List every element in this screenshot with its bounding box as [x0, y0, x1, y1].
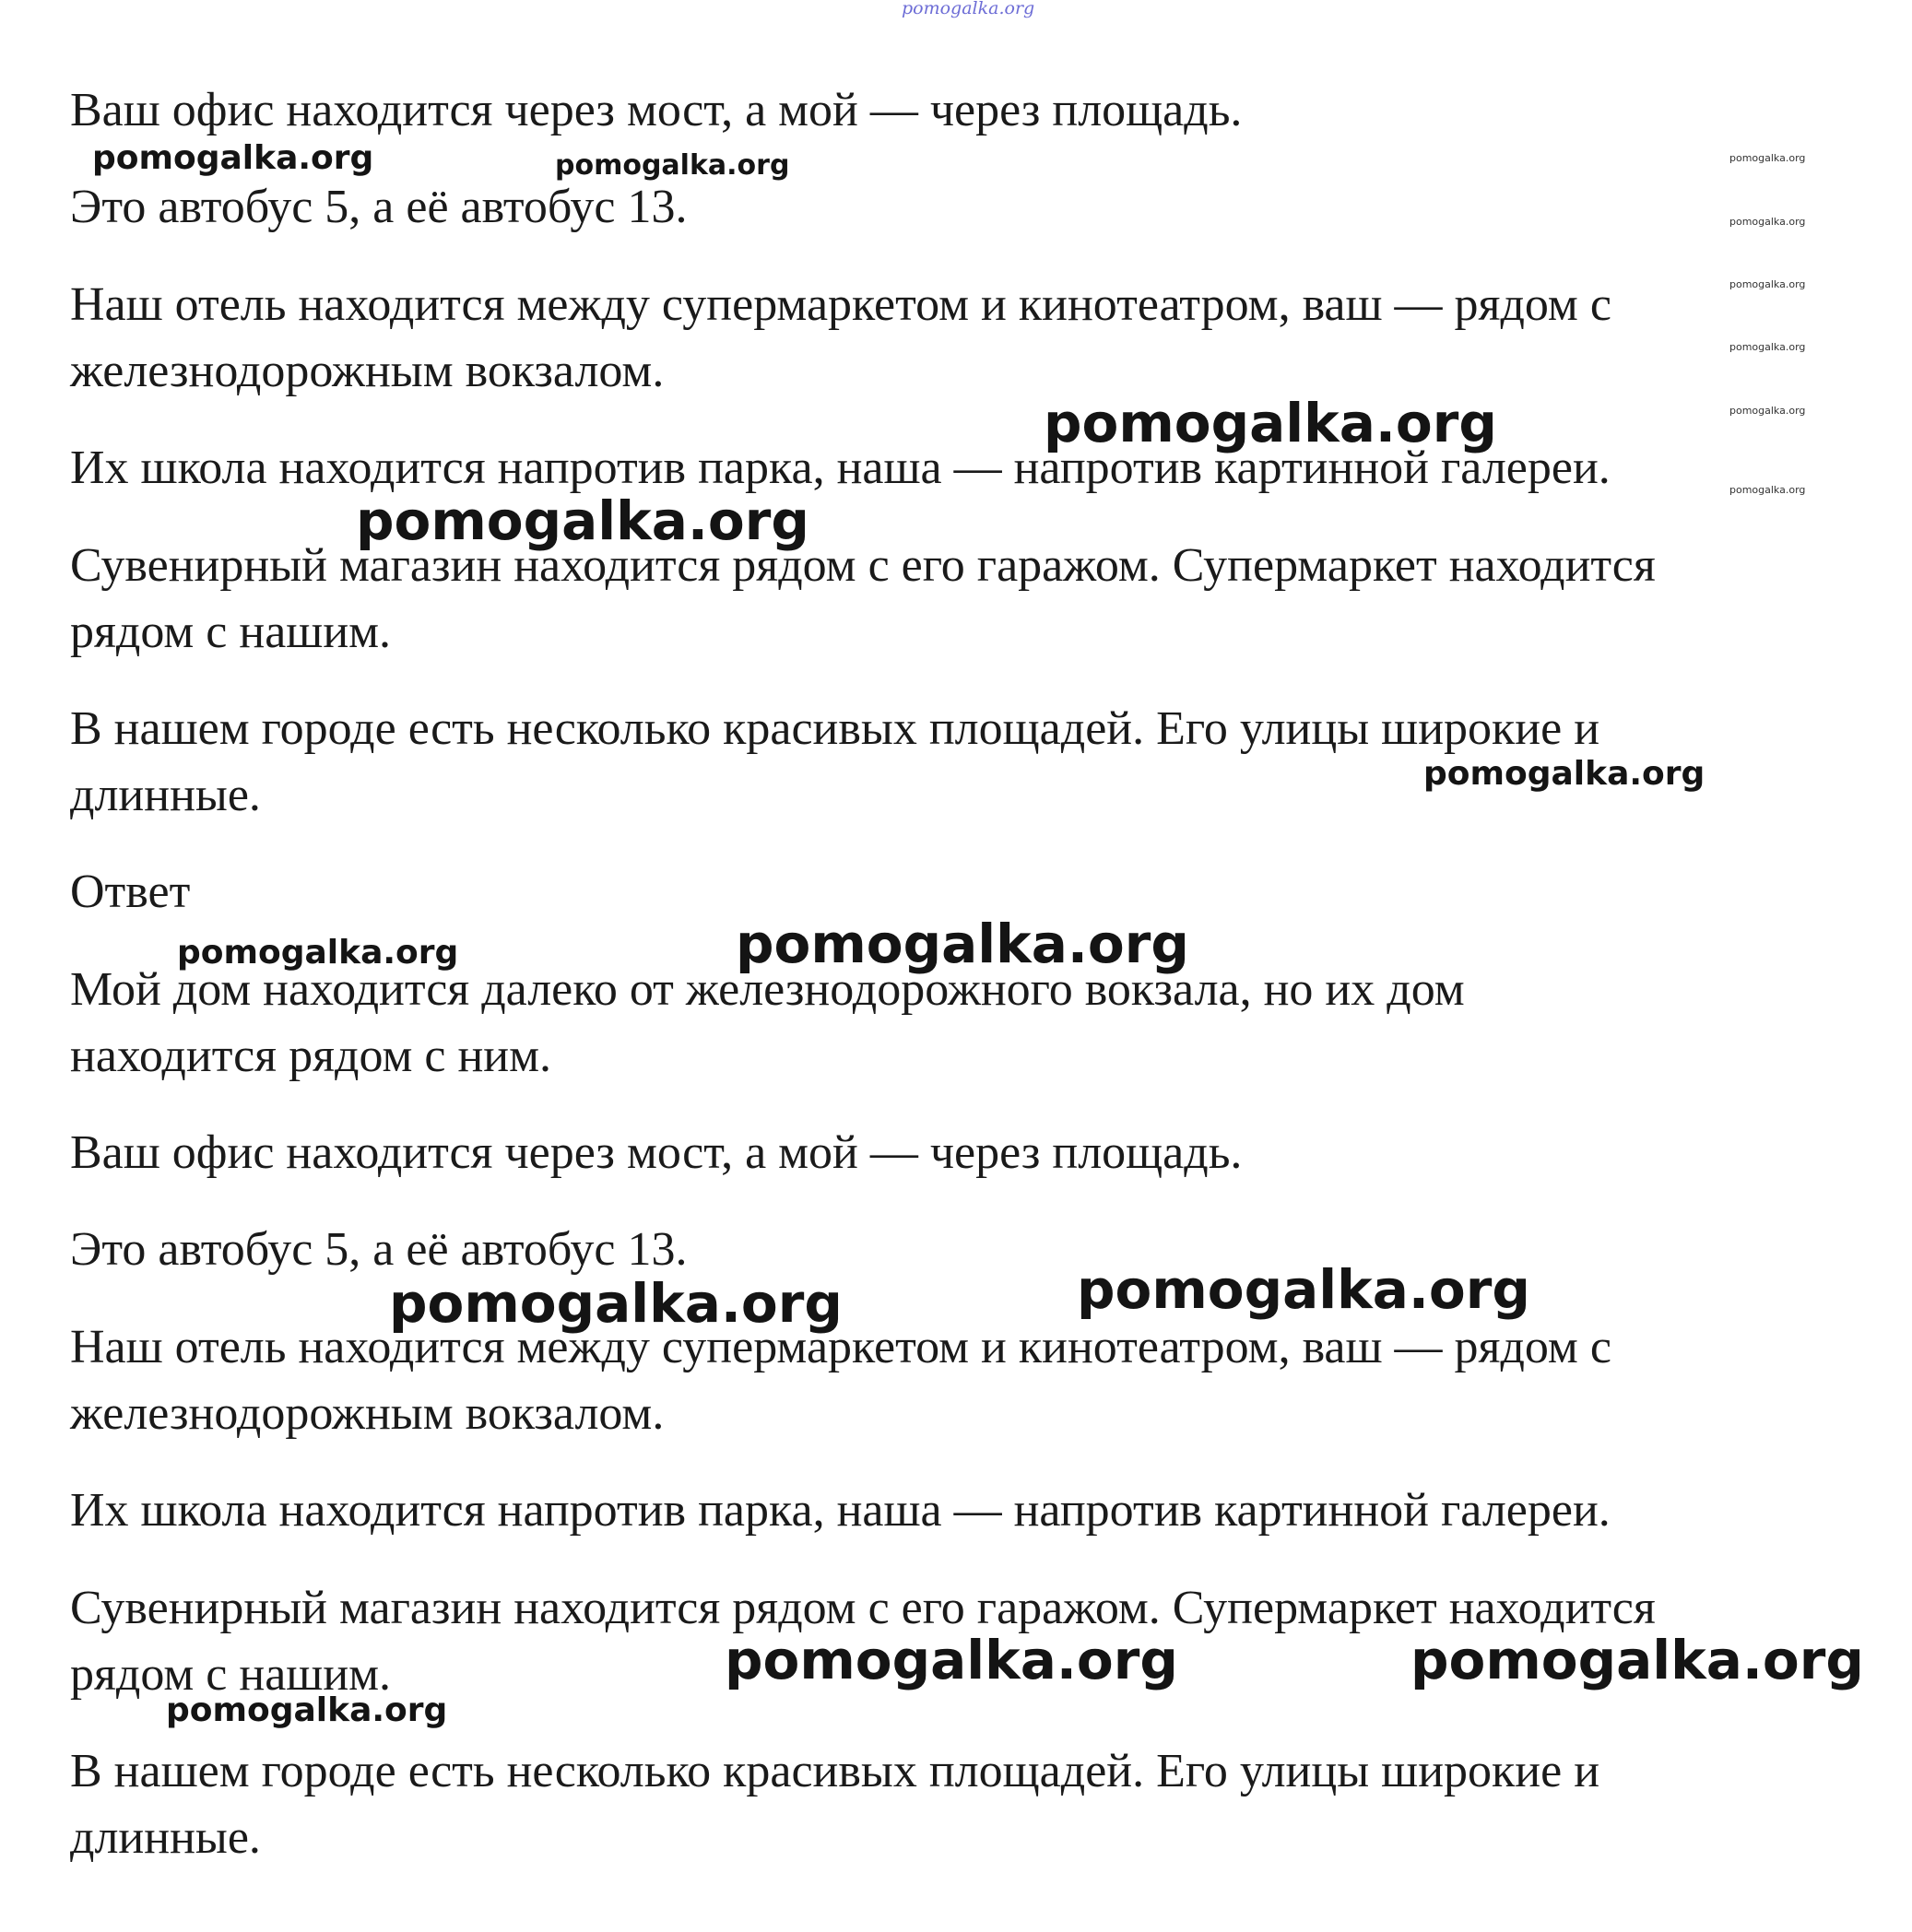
watermark: pomogalka.org — [1423, 755, 1705, 793]
paragraph-3: Наш отель находится между супермаркетом и кинотеатром, ваш — рядом с железнодорожным вокзалом. — [70, 278, 1611, 397]
tiny-watermark: pomogalka.org — [1729, 484, 1806, 496]
top-watermark: pomogalka.org — [902, 0, 1035, 18]
paragraph-7: Мой дом находится далеко от железнодорожного вокзала, но их дом находится рядом с ним. — [70, 963, 1465, 1082]
paragraph-11: Их школа находится напротив парка, наша — напротив картинной галереи. — [70, 1484, 1611, 1537]
paragraph-13: В нашем городе есть несколько красивых площадей. Его улицы широкие и длинные. — [70, 1745, 1600, 1864]
tiny-watermark: pomogalka.org — [1729, 152, 1806, 164]
watermark: pomogalka.org — [177, 934, 459, 972]
paragraph-5: Сувенирный магазин находится рядом с его гаражом. Супермаркет находится рядом с нашим. — [70, 539, 1656, 658]
watermark: pomogalka.org — [725, 1629, 1178, 1691]
tiny-watermark: pomogalka.org — [1729, 341, 1806, 353]
paragraph-6: В нашем городе есть несколько красивых площадей. Его улицы широкие и длинные. — [70, 702, 1600, 821]
watermark: pomogalka.org — [1077, 1258, 1530, 1321]
paragraph-8: Ваш офис находится через мост, а мой — через площадь. — [70, 1126, 1243, 1179]
paragraph-12: Сувенирный магазин находится рядом с его гаражом. Супермаркет находится рядом с нашим. — [70, 1582, 1656, 1701]
tiny-watermark: pomogalka.org — [1729, 216, 1806, 228]
tiny-watermark: pomogalka.org — [1729, 405, 1806, 417]
paragraph-10: Наш отель находится между супермаркетом и кинотеатром, ваш — рядом с железнодорожным вокзалом. — [70, 1321, 1611, 1440]
watermark: pomogalka.org — [736, 913, 1189, 975]
watermark: pomogalka.org — [356, 489, 809, 552]
answer-heading: Ответ — [70, 866, 191, 918]
watermark: pomogalka.org — [389, 1272, 843, 1335]
paragraph-2: Это автобус 5, а её автобус 13. — [70, 181, 688, 233]
paragraph-9: Это автобус 5, а её автобус 13. — [70, 1223, 688, 1276]
paragraph-1: Ваш офис находится через мост, а мой — через площадь. — [70, 84, 1243, 136]
watermark: pomogalka.org — [555, 149, 790, 182]
paragraph-4: Их школа находится напротив парка, наша — напротив картинной галереи. — [70, 442, 1611, 494]
watermark: pomogalka.org — [1044, 392, 1497, 454]
watermark: pomogalka.org — [166, 1691, 448, 1729]
tiny-watermark: pomogalka.org — [1729, 278, 1806, 290]
watermark: pomogalka.org — [92, 139, 374, 177]
watermark: pomogalka.org — [1410, 1629, 1864, 1691]
